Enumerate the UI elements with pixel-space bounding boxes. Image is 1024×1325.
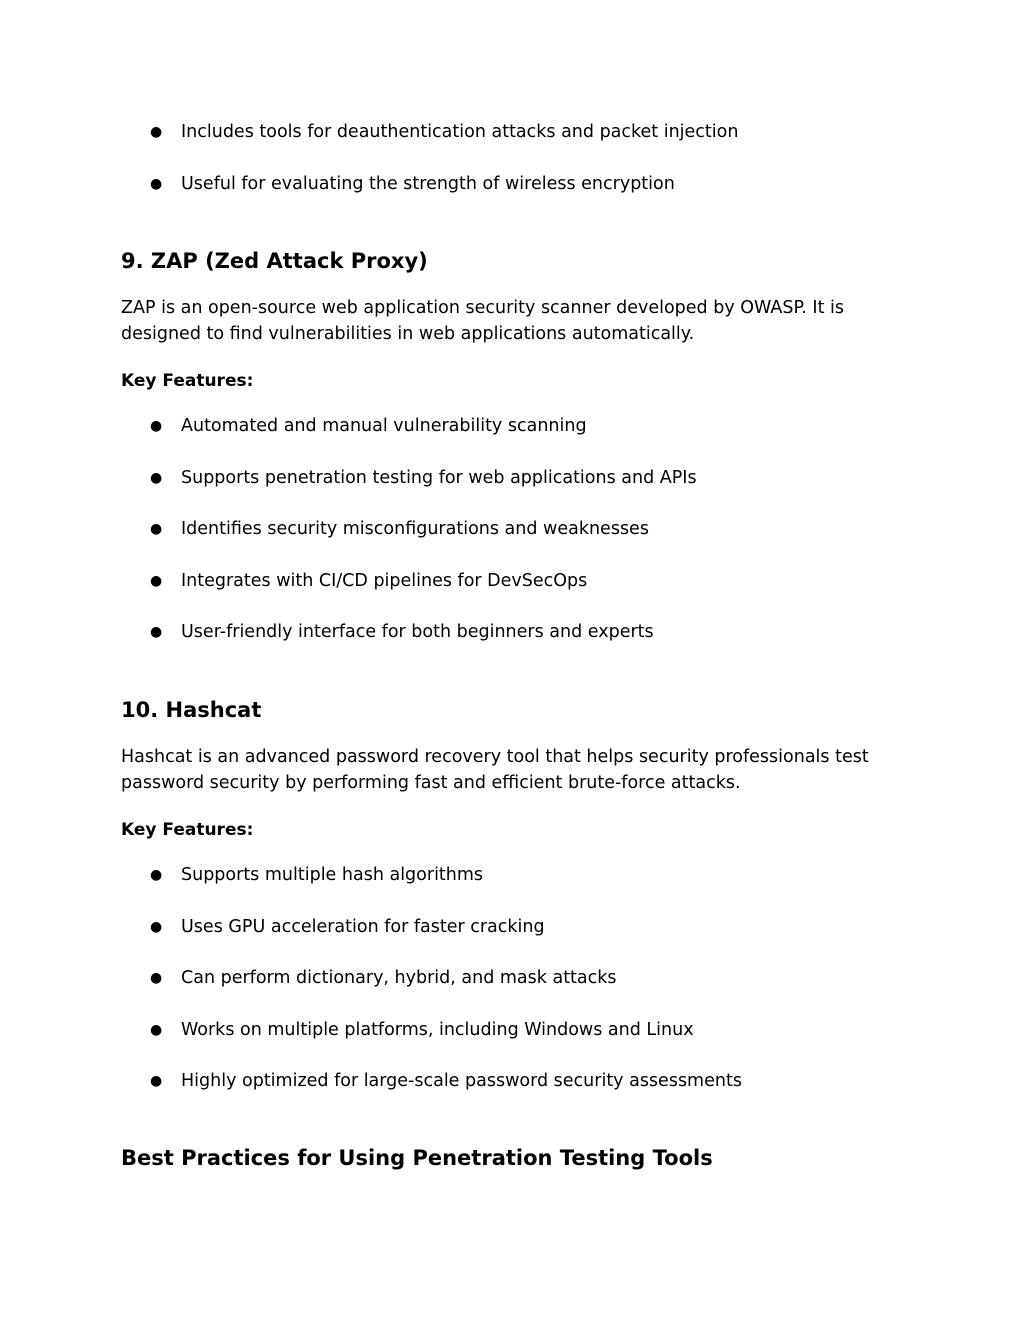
list-item <box>0 517 1024 569</box>
list-item <box>0 172 1024 224</box>
list-item-text: Integrates with CI/CD pipelines for DevSecOps <box>181 570 588 591</box>
bullet-icon: ● <box>150 918 163 935</box>
list-item-text: Includes tools for deauthentication attacks and packet injection <box>181 122 739 142</box>
zap-feature-list <box>0 414 1024 672</box>
list-item-text: Works on multiple platforms, including Windows and Linux <box>181 1019 694 1040</box>
bullet-icon: ● <box>150 521 163 538</box>
list-item <box>0 620 1024 672</box>
list-item-text: Uses GPU acceleration for faster cracking <box>181 916 545 937</box>
best-practices-heading: Best Practices for Using Penetration Testing Tools <box>121 1146 713 1170</box>
list-item <box>0 120 1024 172</box>
hashcat-section-heading: 10. Hashcat <box>121 698 262 722</box>
list-item-text: Supports penetration testing for web applications and APIs <box>181 467 697 488</box>
bullet-icon: ● <box>150 1073 163 1090</box>
wireless-tool-feature-list <box>0 120 1024 223</box>
bullet-icon: ● <box>150 418 163 434</box>
hashcat-key-features-label: Key Features: <box>121 820 254 840</box>
list-item <box>0 1018 1024 1070</box>
hashcat-description: Hashcat is an advanced password recovery tool that helps security professionals test password security by performing fast and efficient brute-force attacks. <box>121 747 869 793</box>
bullet-icon: ● <box>150 175 163 192</box>
list-item <box>0 863 1024 915</box>
bullet-icon: ● <box>150 124 163 140</box>
zap-section-heading: 9. ZAP (Zed Attack Proxy) <box>121 249 428 273</box>
list-item-text: Identifies security misconfigurations and weaknesses <box>181 519 649 540</box>
list-item <box>0 1069 1024 1121</box>
bullet-icon: ● <box>150 469 163 486</box>
bullet-icon: ● <box>150 970 163 987</box>
list-item <box>0 466 1024 518</box>
list-item-text: User-friendly interface for both beginners and experts <box>181 622 654 643</box>
list-item <box>0 414 1024 466</box>
zap-description: ZAP is an open-source web application security scanner developed by OWASP. It is designed to find vulnerabilities in web applications automatically. <box>121 298 844 344</box>
list-item-text: Useful for evaluating the strength of wireless encryption <box>181 173 675 194</box>
list-item-text: Can perform dictionary, hybrid, and mask attacks <box>181 968 617 989</box>
bullet-icon: ● <box>150 1021 163 1038</box>
list-item-text: Highly optimized for large-scale password security assessments <box>181 1071 742 1092</box>
hashcat-feature-list <box>0 863 1024 1121</box>
bullet-icon: ● <box>150 572 163 589</box>
list-item-text: Supports multiple hash algorithms <box>181 865 484 885</box>
bullet-icon: ● <box>150 867 163 883</box>
zap-key-features-label: Key Features: <box>121 371 254 391</box>
list-item-text: Automated and manual vulnerability scanning <box>181 416 587 436</box>
bullet-icon: ● <box>150 624 163 641</box>
list-item <box>0 569 1024 621</box>
list-item <box>0 915 1024 967</box>
list-item <box>0 966 1024 1018</box>
